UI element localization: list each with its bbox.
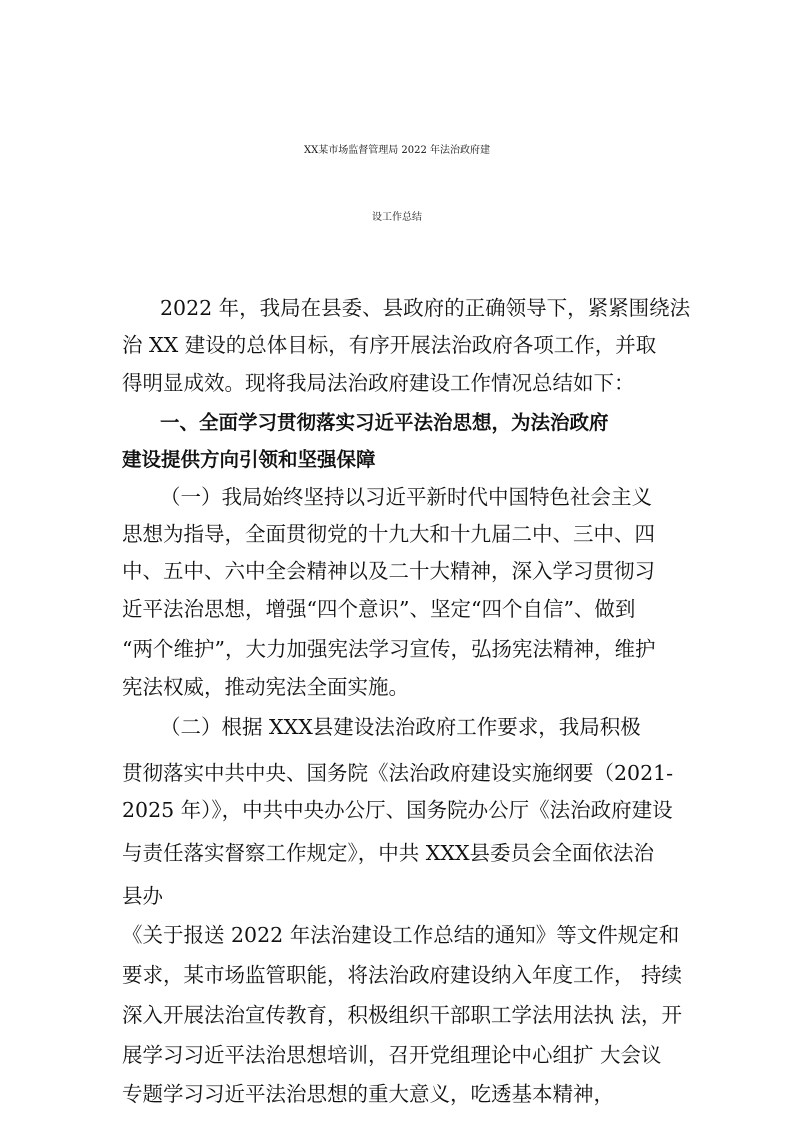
paragraph-line: 《关于报送 2022 年法治建设工作总结的通知》等文件规定和 xyxy=(122,923,680,947)
paragraph-line: 要求，某市场监管职能，将法治政府建设纳入年度工作， 持续 xyxy=(122,963,683,987)
paragraph-line: 深入开展法治宣传教育，积极组织干部职工学法用法执 法，开 xyxy=(122,1003,683,1027)
document-title-line-2: 设工作总结 xyxy=(372,212,422,223)
paragraph-line: 展学习习近平法治思想培训，召开党组理论中心组扩 大会议 xyxy=(122,1043,662,1067)
paragraph-line: 2022 年，我局在县委、县政府的正确领导下，紧紧围绕法 xyxy=(160,296,691,320)
paragraph-line: 得明显成效。现将我局法治政府建设工作情况总结如下： xyxy=(122,371,635,395)
paragraph-line: 县办 xyxy=(122,884,163,908)
paragraph-line: 宪法权威，推动宪法全面实施。 xyxy=(122,675,409,699)
document-title-line-1: XX某市场监督管理局 2022 年法治政府建 xyxy=(303,145,491,156)
paragraph-line: 专题学习习近平法治思想的重大意义，吃透基本精神， xyxy=(122,1082,614,1106)
paragraph-line: 治 XX 建设的总体目标，有序开展法治政府各项工作，并取 xyxy=(122,333,657,357)
paragraph-line: 中、五中、六中全会精神以及二十大精神，深入学习贯彻习 xyxy=(122,559,655,583)
paragraph-line: 贯彻落实中共中央、国务院《法治政府建设实施纲要（2021- xyxy=(122,761,674,785)
paragraph-line: （一）我局始终坚持以习近平新时代中国特色社会主义 xyxy=(160,485,652,509)
paragraph-line: 近平法治思想，增强“四个意识”、坚定“四个自信”、做到 xyxy=(122,597,636,621)
paragraph-line: 2025 年）》，中共中央办公厅、国务院办公厅《法治政府建设 xyxy=(122,798,673,822)
paragraph-line: “两个维护”，大力加强宪法学习宣传，弘扬宪法精神，维护 xyxy=(122,637,656,661)
paragraph-line: 思想为指导，全面贯彻党的十九大和十九届二中、三中、四 xyxy=(122,522,655,546)
section-heading-line-2: 建设提供方向引领和坚强保障 xyxy=(122,448,376,471)
paragraph-line: （二）根据 XXX县建设法治政府工作要求，我局积极 xyxy=(160,715,641,739)
paragraph-line: 与责任落实督察工作规定》，中共 XXX县委员会全面依法治 xyxy=(122,841,655,865)
section-heading-line-1: 一、全面学习贯彻落实习近平法治思想，为法治政府 xyxy=(160,411,609,434)
